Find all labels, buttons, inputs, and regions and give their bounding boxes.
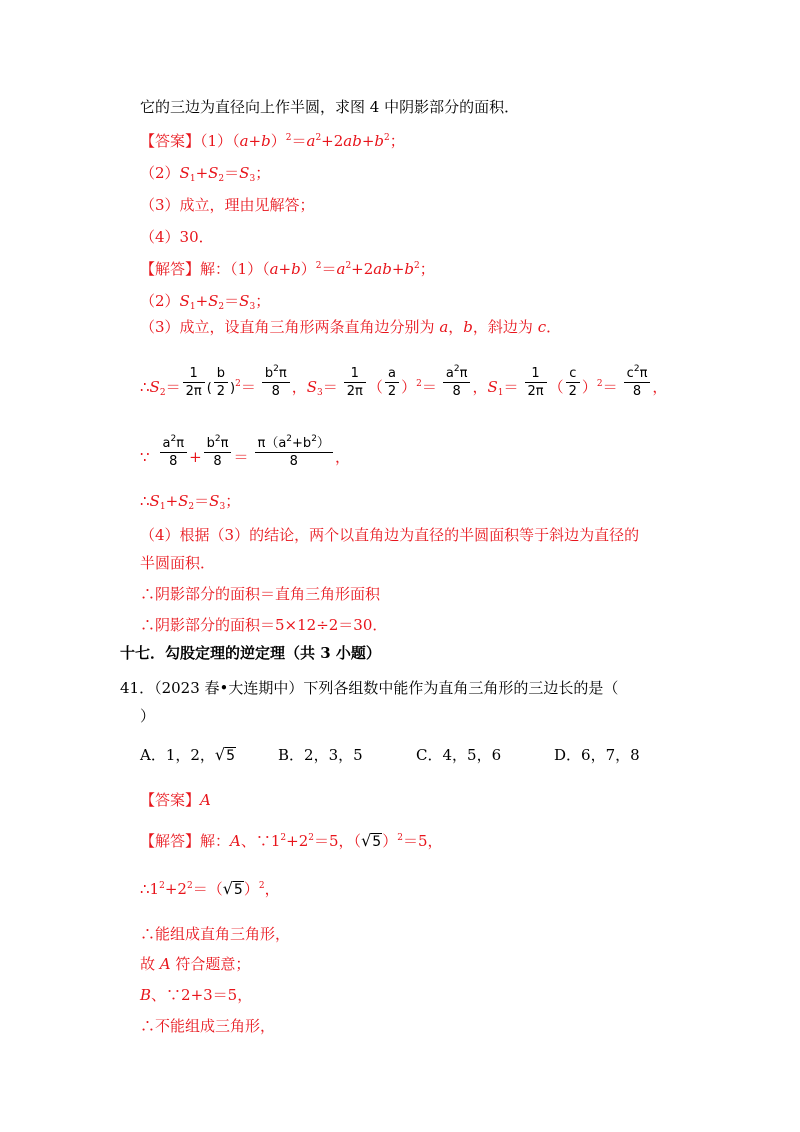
solution-line-4: $\therefore S_1+S_2=S_3$；	[140, 492, 241, 512]
solution-line-1: 【解答】解：$(1)(a+b)^2=a^2+2ab+b^2$；	[140, 260, 435, 278]
option-c[interactable]: C．4，5，6	[416, 746, 502, 764]
q41-answer	[140, 789, 211, 811]
answer-value: A	[200, 791, 211, 809]
fraction: $\frac{a^2\pi}{8}$	[443, 365, 471, 400]
answer-tag: 【答案】	[140, 791, 201, 809]
question-stem: 41．（2023 春•大连期中）下列各组数中能作为直角三角形的三边长的是（	[120, 679, 619, 697]
options-row	[140, 744, 692, 767]
solution-line-6: ∴阴影部分的面积＝直角三角形面积	[140, 585, 381, 603]
answer-line-2: $(2)S_1+S_2=S_3$；	[140, 164, 271, 184]
intro-line: 它的三边为直径向上作半圆，求图 4 中阴影部分的面积．	[140, 98, 520, 116]
solution-line-5b: 半圆面积．	[140, 554, 216, 572]
q41-solution-line-3: ∴能组成直角三角形，	[140, 925, 291, 943]
sqrt-symbol: √5	[361, 831, 382, 850]
question-number: 41．	[120, 679, 155, 697]
fraction: $\frac{c^2\pi}{8}$	[624, 365, 651, 400]
q41-solution-line-4: 故 A 符合题意；	[140, 955, 251, 973]
q41-solution-line-2: $\therefore 1^2+2^2=(√5)^2$，	[140, 878, 280, 901]
fraction: $\frac{1}{2\pi}$	[525, 365, 547, 400]
solution-line-3: （3）成立，设直角三角形两条直角边分别为 a，b，斜边为 c．	[140, 318, 562, 336]
q41-solution-line-6: ∴不能组成三角形，	[140, 1017, 276, 1035]
answer-line-3: （3）成立，理由见解答；	[140, 196, 315, 214]
option-d[interactable]: D．6，7，8	[554, 746, 640, 764]
formula-line-2: ∵ $\frac{a^2\pi}{8}$ + $\frac{b^2\pi}{8}$ ＝ $\frac{\pi(a^2+b^2)}{8}$ ，	[140, 433, 350, 469]
option-a[interactable]: A．1，2，√5	[140, 744, 278, 767]
solution-line-2: $(2)S_1+S_2=S_3$；	[140, 292, 271, 312]
solution-tag: 【解答】	[140, 260, 201, 278]
fraction: $\frac{b^2\pi}{8}$	[262, 365, 290, 400]
formula-line-1: $\therefore S_2=$ $\frac{1}{2\pi}$ ( $\frac{b}{2}$ )$^2$＝ $\frac{b^2\pi}{8}$ ，$S_3=$ $\frac{1}{2\pi}$ （ $\frac{a}{2}$ ）$^2$＝ $\frac{a^2\pi}{8}$ ，$S_1=$ $\frac{1}{2\pi}$ （ $\frac{c}{2}$ ）$^2$＝ $\frac{c^2\pi}{8}$ ，	[140, 363, 668, 399]
solution-line-5a: （4）根据（3）的结论，两个以直角边为直径的半圆面积等于斜边为直径的	[140, 526, 640, 544]
answer-line-4: （4）30．	[140, 228, 214, 246]
q41-solution-line-5: B、∵2+3＝5，	[140, 986, 253, 1004]
answer-expr-1: $(a+b)^2=a^2+2ab+b^2$；	[232, 132, 405, 150]
sqrt-symbol: √5	[222, 879, 243, 898]
solution-tag: 【解答】	[140, 832, 201, 850]
fraction: $\frac{a}{2}$	[385, 365, 399, 400]
answer-tag: 【答案】	[140, 132, 201, 150]
fraction: $\frac{1}{2\pi}$	[183, 365, 205, 400]
question-stem-close: ）	[140, 707, 156, 725]
fraction: $\frac{a^2\pi}{8}$	[160, 435, 188, 470]
q41-solution-line-1: 【解答】解：A、$\because 1^2+2^2=5$，$(√5)^2=5$，	[140, 830, 442, 853]
sqrt-symbol: √5	[214, 745, 236, 764]
solution-line-7: ∴阴影部分的面积＝5×12÷2＝30．	[140, 616, 388, 634]
fraction: $\frac{1}{2\pi}$	[344, 365, 366, 400]
fraction: $\frac{b^2\pi}{8}$	[204, 435, 232, 470]
fraction: $\frac{\pi(a^2+b^2)}{8}$	[255, 435, 333, 470]
fraction: $\frac{c}{2}$	[566, 365, 580, 400]
fraction: $\frac{b}{2}$	[214, 365, 228, 400]
section-heading: 十七．勾股定理的逆定理（共 3 小题）	[120, 644, 381, 662]
answer-line-1: 【答案】$(1)(a+b)^2=a^2+2ab+b^2$；	[140, 132, 405, 150]
option-b[interactable]: B．2，3，5	[278, 746, 363, 764]
